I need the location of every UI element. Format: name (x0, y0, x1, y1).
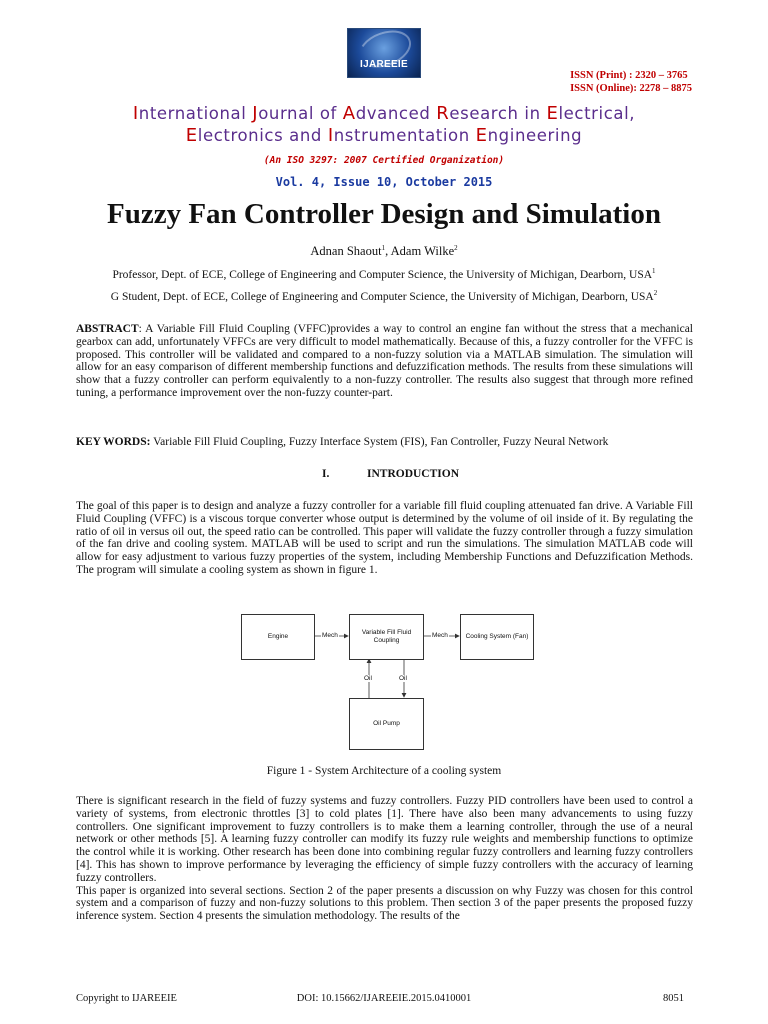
figure-pump-box: Oil Pump (349, 698, 424, 750)
volume-issue: Vol. 4, Issue 10, October 2015 (275, 175, 493, 189)
footer-page-number: 8051 (663, 993, 684, 1004)
author-1: Adnan Shaout (310, 244, 382, 259)
abstract-label: ABSTRACT (76, 323, 139, 335)
journal-name-line1: International Journal of Advanced Research in Electrical, (132, 103, 636, 124)
section-number: I. (322, 468, 330, 480)
section-title: INTRODUCTION (367, 468, 460, 480)
iso-certification: (An ISO 3297: 2007 Certified Organization) (263, 155, 505, 166)
intro-paragraph: The goal of this paper is to design and analyze a fuzzy controller for a variable fill fluid coupling attenuated fan drive. A Variable Fill Fluid Coupling (VFFC) is a viscous torque converter whose output is determined by the volume of oil inside of it. By regulating the ratio of oil in versus oil out, the speed ratio can be controlled. This paper will validate the fuzzy controller through a fuzzy simulation of the fan drive and cooling system. MATLAB will be used to script and run the simulations. The simulation MATLAB code will allow for easy adjustment to various fuzzy properties of the system, including Membership Functions and Defuzzification Methods. The program will simulate a cooling system as shown in figure 1. (76, 500, 693, 576)
issn-online: ISSN (Online): 2278 – 8875 (570, 83, 692, 94)
figure-cooling-box: Cooling System (Fan) (460, 614, 534, 660)
figure-caption: Figure 1 - System Architecture of a cooling system (266, 765, 502, 777)
journal-logo (347, 28, 421, 78)
figure-label-mech-1: Mech (322, 632, 338, 639)
issn-print: ISSN (Print) : 2320 – 3765 (570, 70, 688, 81)
figure-vffc-box: Variable Fill Fluid Coupling (349, 614, 424, 660)
keywords-label: KEY WORDS: (76, 436, 151, 448)
figure-label-mech-2: Mech (432, 632, 448, 639)
keywords-text: Variable Fill Fluid Coupling, Fuzzy Interface System (FIS), Fan Controller, Fuzzy Neural Network (150, 436, 609, 448)
figure-label-oil-2: Oil (399, 675, 407, 682)
affiliation-1: Professor, Dept. of ECE, College of Engineering and Computer Science, the University of Michigan, Dearborn, USA$^1$ (112, 267, 656, 281)
abstract-text: : A Variable Fill Fluid Coupling (VFFC)provides a way to control an engine fan without the stress that a mechanical gearbox can add, unfortunately VFFCs are very difficult to model mathematically. Because of this, a fuzzy controller for the VFFC is proposed. This controller will be validated and compared to a non-fuzzy solution via a MATLAB simulation. The simulation will allow for an easy comparison of different membership functions and defuzzification methods. The results from these simulations will show that a fuzzy controller can perform equivalently to a non-fuzzy controller. The results also suggest that through more refined tuning, a performance improvement over the non-fuzzy counter-part. (76, 323, 693, 399)
related-work-paragraph: There is significant research in the field of fuzzy systems and fuzzy controllers. Fuzzy PID controllers have been used to control a variety of systems, from electronic throttles [3] to cold plates [1]. There have also been many advancements to using fuzzy controllers. One significant improvement to fuzzy controllers is to make them a learning controller, through the use of a neural network or other methods [5]. A learning fuzzy controller can modify its fuzzy rule weights and membership functions to optimize the control while it is working. Other research has been done into combining regular fuzzy controllers and learning fuzzy controllers [4]. This has shown to improve performance by leveraging the efficiency of simple fuzzy controllers with the accuracy of learning fuzzy controllers. This paper is organized into several sections. Section 2 of the paper presents a discussion on why Fuzzy was chosen for this control system and a comparison of fuzzy and non-fuzzy solutions to this problem. Then section 3 of the paper presents the proposed fuzzy inference system. Section 4 presents the simulation methodology. The results of the (76, 795, 693, 923)
logo-text: IJAREEIE (360, 59, 408, 70)
keywords (76, 436, 693, 449)
affiliation-2: G Student, Dept. of ECE, College of Engineering and Computer Science, the University of Michigan, Dearborn, USA$^2$ (110, 289, 658, 303)
authors: Adnan Shaout$^1$, Adam Wilke$^2$ (310, 244, 458, 259)
journal-name-line2: Electronics and Instrumentation Engineering (185, 125, 583, 146)
footer-copyright: Copyright to IJAREEIE (76, 993, 177, 1004)
issn-block (570, 69, 692, 95)
abstract (76, 323, 693, 400)
figure-label-oil-1: Oil (364, 675, 372, 682)
footer-doi: DOI: 10.15662/IJAREEIE.2015.0410001 (296, 993, 472, 1004)
paper-title: Fuzzy Fan Controller Design and Simulation (106, 198, 661, 230)
author-2: Adam Wilke (390, 244, 455, 259)
figure-engine-box: Engine (241, 614, 315, 660)
